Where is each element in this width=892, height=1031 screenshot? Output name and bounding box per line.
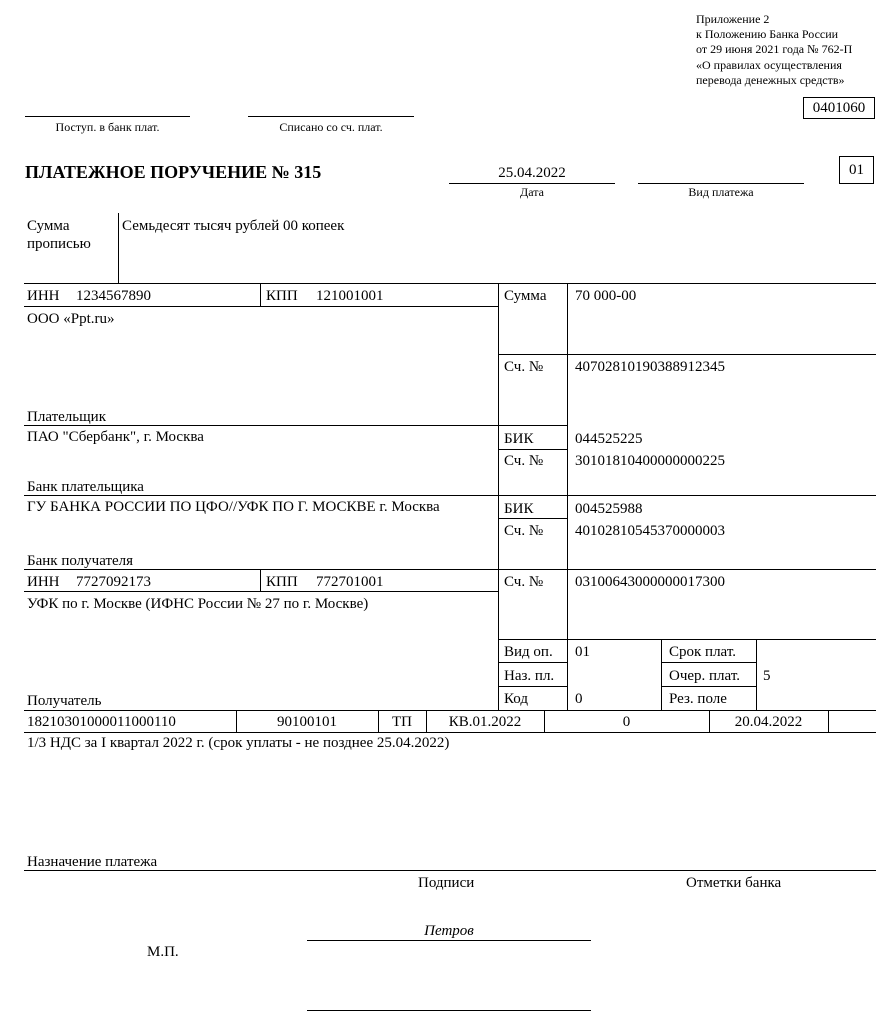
grid-line xyxy=(24,591,498,592)
amount-words-value: Семьдесят тысяч рублей 00 копеек xyxy=(122,218,345,234)
payer-bank-name: ПАО "Сбербанк", г. Москва xyxy=(27,429,204,445)
appendix-line-4: «О правилах осуществления xyxy=(696,58,842,72)
date-line xyxy=(449,183,615,184)
grid-line xyxy=(260,283,261,306)
grid-line xyxy=(24,283,876,284)
grid-line xyxy=(498,662,568,663)
grid-line xyxy=(24,306,498,307)
grid-line xyxy=(498,449,568,450)
grid-line xyxy=(498,283,499,711)
payer-kpp: 121001001 xyxy=(316,288,384,304)
form-code-box: 0401060 xyxy=(803,97,875,119)
payee-account-label: Сч. № xyxy=(504,574,544,590)
payee-kpp: 772701001 xyxy=(316,574,384,590)
bank-marks-label: Отметки банка xyxy=(686,875,782,891)
tax-kbk: 18210301000011000110 xyxy=(27,714,176,730)
order-value: 5 xyxy=(763,668,771,684)
grid-line xyxy=(24,732,876,733)
document-date: 25.04.2022 xyxy=(498,165,566,181)
debited-line xyxy=(248,116,414,117)
stamp-label: М.П. xyxy=(147,944,179,960)
payee-inn: 7727092173 xyxy=(76,574,151,590)
purpose-label: Назначение платежа xyxy=(27,854,158,870)
payee-bank-label: Банк получателя xyxy=(27,553,134,569)
grid-line xyxy=(567,283,568,711)
payer-account-label: Сч. № xyxy=(504,359,544,375)
operation-type-label: Вид оп. xyxy=(504,644,553,660)
payer-bank-bik: 044525225 xyxy=(575,431,643,447)
sum-label: Сумма xyxy=(504,288,547,304)
signer-name: Петров xyxy=(424,923,474,939)
payer-bank-bik-label: БИК xyxy=(504,431,534,447)
received-line xyxy=(25,116,190,117)
payment-type-line xyxy=(638,183,804,184)
payer-account: 40702810190388912345 xyxy=(575,359,725,375)
appendix-line-2: к Положению Банка России xyxy=(696,27,839,41)
tax-doc-number: 0 xyxy=(622,714,631,730)
payer-bank-account: 30101810400000000225 xyxy=(575,453,725,469)
grid-line xyxy=(498,354,876,355)
appendix-line-3: от 29 июня 2021 года № 762-П xyxy=(696,42,853,56)
payee-bank-name: ГУ БАНКА РОССИИ ПО ЦФО//УФК ПО Г. МОСКВЕ г. Москва xyxy=(27,499,440,515)
appendix-line-1: Приложение 2 xyxy=(696,12,770,26)
order-label: Очер. плат. xyxy=(669,668,740,684)
signatures-label: Подписи xyxy=(418,875,475,891)
code-value: 0 xyxy=(575,691,583,707)
payee-name: УФК по г. Москве (ИФНС России № 27 по г. Москве) xyxy=(27,596,369,612)
payer-bank-label: Банк плательщика xyxy=(27,479,144,495)
reserve-label: Рез. поле xyxy=(669,691,727,707)
signature-line-2 xyxy=(307,1010,591,1011)
grid-line xyxy=(498,639,876,640)
payee-bank-account-label: Сч. № xyxy=(504,523,544,539)
purpose-code-label: Наз. пл. xyxy=(504,668,555,684)
grid-line xyxy=(756,639,757,711)
payer-inn-label: ИНН xyxy=(27,288,60,304)
appendix-line-5: перевода денежных средств» xyxy=(696,73,845,87)
grid-line xyxy=(498,686,568,687)
grid-line xyxy=(661,639,662,711)
payee-account: 03100643000000017300 xyxy=(575,574,725,590)
grid-line xyxy=(661,662,756,663)
debited-label: Списано со сч. плат. xyxy=(279,120,383,134)
date-label: Дата xyxy=(520,185,544,199)
grid-line xyxy=(24,495,876,496)
amount-words-divider xyxy=(118,213,119,283)
operation-type: 01 xyxy=(575,644,590,660)
payment-type-label: Вид платежа xyxy=(688,185,754,199)
payer-bank-account-label: Сч. № xyxy=(504,453,544,469)
document-title: ПЛАТЕЖНОЕ ПОРУЧЕНИЕ № 315 xyxy=(25,162,322,182)
status-code-box: 01 xyxy=(839,156,874,184)
sum-value: 70 000-00 xyxy=(575,288,637,304)
payer-name: ООО «Ppt.ru» xyxy=(27,311,115,327)
payee-bank-bik-label: БИК xyxy=(504,501,534,517)
payee-bank-account: 40102810545370000003 xyxy=(575,523,725,539)
payer-kpp-label: КПП xyxy=(266,288,298,304)
payee-label: Получатель xyxy=(27,693,102,709)
payer-label: Плательщик xyxy=(27,409,106,425)
amount-words-label-1: Сумма xyxy=(27,218,70,234)
grid-line xyxy=(828,710,829,732)
payee-bank-bik: 004525988 xyxy=(575,501,643,517)
signature-line-1 xyxy=(307,940,591,941)
code-label: Код xyxy=(504,691,528,707)
tax-oktmo: 90100101 xyxy=(277,714,337,730)
grid-line xyxy=(24,710,876,711)
grid-line xyxy=(260,569,261,591)
amount-words-label-2: прописью xyxy=(27,236,91,252)
payee-inn-label: ИНН xyxy=(27,574,60,590)
due-label: Срок плат. xyxy=(669,644,737,660)
tax-basis: ТП xyxy=(392,714,412,730)
purpose-text: 1/3 НДС за I квартал 2022 г. (срок уплаты - не позднее 25.04.2022) xyxy=(27,735,450,751)
grid-line xyxy=(661,686,756,687)
received-label: Поступ. в банк плат. xyxy=(55,120,160,134)
tax-doc-date: 20.04.2022 xyxy=(734,714,803,730)
grid-line xyxy=(498,518,568,519)
grid-line xyxy=(24,569,876,570)
payee-kpp-label: КПП xyxy=(266,574,298,590)
payer-inn: 1234567890 xyxy=(76,288,151,304)
tax-period: КВ.01.2022 xyxy=(448,714,522,730)
